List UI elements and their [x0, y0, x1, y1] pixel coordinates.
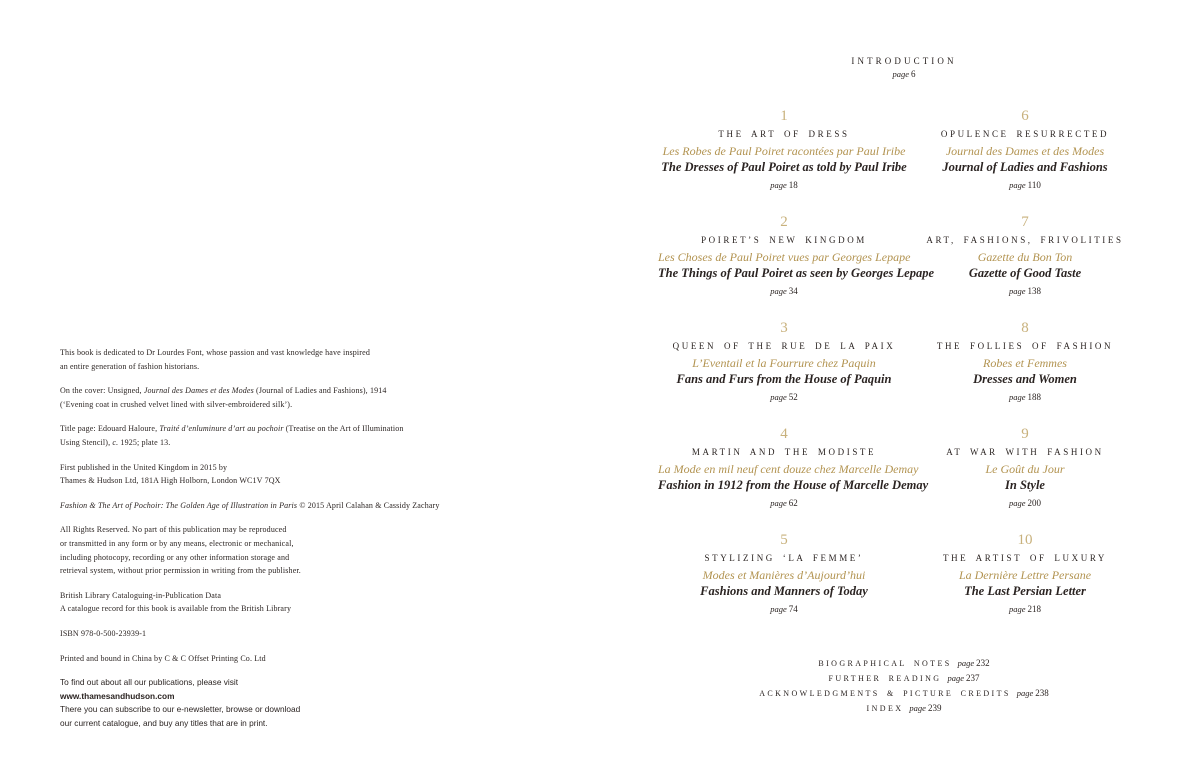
chapter-title-english: The Last Persian Letter	[964, 584, 1086, 598]
toc-chapter-entry	[900, 426, 1150, 532]
chapter-page	[658, 392, 910, 402]
back-matter-label: BIOGRAPHICAL NOTES	[818, 659, 952, 668]
text-segment: (‘Evening coat in crushed velvet lined with silver-embroidered silk’).	[60, 399, 293, 409]
chapter-title-english: Fashions and Manners of Today	[700, 584, 868, 598]
page-number: 200	[1027, 498, 1042, 508]
chapter-page	[658, 498, 910, 508]
text-segment: or transmitted in any form or by any means, electronic or mechanical,	[60, 538, 294, 548]
colophon-paragraph	[60, 346, 440, 373]
back-matter-item	[658, 688, 1150, 699]
chapter-title-english: Journal of Ladies and Fashions	[942, 160, 1108, 174]
text-segment: Using Stencil),	[60, 437, 113, 447]
page-word: page	[947, 673, 964, 683]
chapter-title-english: Dresses and Women	[973, 372, 1077, 386]
toc-chapter-entry	[900, 532, 1150, 638]
page-word: page	[770, 180, 787, 190]
colophon-line	[60, 652, 440, 666]
chapter-title-english: Fashion in 1912 from the House of Marcelle Demay	[658, 478, 929, 492]
page-number: 18	[788, 180, 798, 190]
colophon-line	[60, 717, 440, 731]
page-word: page	[770, 604, 787, 614]
page-word: page	[770, 392, 787, 402]
chapter-page	[658, 286, 910, 296]
chapter-title-french: L’Eventail et la Fourrure chez Paquin	[692, 356, 876, 370]
back-matter-label: ACKNOWLEDGMENTS & PICTURE CREDITS	[759, 689, 1011, 698]
colophon-line	[60, 627, 440, 641]
chapter-title-french: Gazette du Bon Ton	[977, 250, 1073, 264]
chapter-title-english: The Dresses of Paul Poiret as told by Paul Iribe	[661, 160, 907, 174]
colophon-line	[60, 499, 440, 513]
introduction-page	[658, 69, 1150, 79]
chapter-title-english: In Style	[1005, 478, 1045, 492]
chapter-title-english: Fans and Furs from the House of Paquin	[676, 372, 892, 386]
page-number: 232	[976, 658, 990, 668]
page-word: page	[892, 69, 910, 79]
colophon-line	[60, 474, 440, 488]
colophon-paragraph	[60, 422, 440, 449]
chapter-page	[900, 286, 1150, 296]
chapter-page	[900, 498, 1150, 508]
text-segment: retrieval system, without prior permission in writing from the publisher.	[60, 566, 301, 576]
text-segment: To find out about all our publications, please visit	[60, 677, 239, 688]
colophon-line	[60, 537, 440, 551]
page-word: page	[1008, 392, 1026, 402]
text-segment: A catalogue record for this book is available from the British Library	[60, 604, 292, 614]
colophon-paragraph	[60, 499, 440, 513]
chapter-title-english: The Things of Paul Poiret as seen by Georges Lepape	[658, 266, 935, 280]
toc-chapter-entry	[900, 108, 1150, 214]
table-of-contents	[658, 0, 1150, 780]
chapter-title: AT WAR WITH FASHION	[946, 447, 1104, 457]
colophon-line	[60, 690, 440, 704]
chapter-title: POIRET’S NEW KINGDOM	[701, 235, 867, 245]
chapter-number: 1	[780, 108, 788, 124]
introduction-label: INTRODUCTION	[851, 56, 957, 66]
chapter-title-french: Robes et Femmes	[983, 356, 1067, 370]
colophon-paragraph	[60, 676, 440, 730]
text-segment: First published in the United Kingdom in 2015 by	[60, 462, 228, 472]
text-segment: (Journal of Ladies and Fashions), 1914	[253, 386, 387, 396]
colophon-paragraph	[60, 384, 440, 411]
text-segment: www.thamesandhudson.com	[60, 690, 175, 701]
colophon-paragraph	[60, 461, 440, 488]
colophon-line	[60, 461, 440, 475]
page-number: 239	[927, 703, 942, 713]
page-word: page	[770, 286, 787, 296]
page-number: 238	[1035, 688, 1049, 698]
colophon-paragraph	[60, 589, 440, 616]
chapter-title-french: Modes et Manières d’Aujourd’hui	[702, 568, 866, 582]
colophon-line	[60, 676, 440, 690]
colophon-line	[60, 564, 440, 578]
page-number: 188	[1027, 392, 1042, 402]
chapter-number: 7	[1021, 214, 1029, 230]
text-segment: © 2015 April Calahan & Cassidy Zachary	[297, 500, 440, 510]
colophon-paragraph	[60, 627, 440, 641]
chapter-number: 5	[780, 532, 788, 548]
chapter-number: 6	[1021, 108, 1029, 124]
page-number: 237	[966, 673, 980, 683]
chapter-number: 10	[1017, 532, 1033, 548]
chapter-number: 8	[1021, 320, 1029, 336]
chapter-title-french: La Dernière Lettre Persane	[958, 568, 1092, 582]
back-matter-item	[658, 673, 1150, 684]
chapter-page	[900, 604, 1150, 614]
page-number: 218	[1027, 604, 1042, 614]
text-segment: This book is dedicated to Dr Lourdes Font, whose passion and vast knowledge have inspired	[60, 348, 370, 357]
toc-chapter-entry	[658, 532, 910, 638]
colophon	[60, 346, 440, 741]
chapter-title-french: Journal des Dames et des Modes	[945, 144, 1105, 158]
page-word: page	[1009, 180, 1026, 190]
toc-chapter-entry	[658, 320, 910, 426]
colophon-line	[60, 589, 440, 603]
chapter-title: THE ART OF DRESS	[718, 129, 850, 139]
text-segment: On the cover: Unsigned,	[60, 386, 144, 396]
colophon-paragraph	[60, 652, 440, 666]
page-number: 6	[911, 69, 916, 79]
page-word: page	[957, 658, 975, 668]
chapter-number: 3	[780, 320, 788, 336]
chapter-title: OPULENCE RESURRECTED	[940, 129, 1110, 139]
toc-column-left	[658, 108, 935, 638]
page-number: 34	[788, 286, 798, 296]
chapter-title-english: Gazette of Good Taste	[968, 266, 1082, 280]
toc-chapter-entry	[900, 320, 1150, 426]
text-segment: Thames & Hudson Ltd, 181A High Holborn, London WC1V 7QX	[60, 476, 281, 486]
text-segment: ISBN 978-0-500-23939-1	[60, 628, 147, 638]
toc-chapter-entry	[658, 108, 910, 214]
text-segment: (Treatise on the Art of Illumination	[283, 424, 404, 434]
colophon-line	[60, 346, 440, 360]
toc-column-right	[900, 108, 1150, 638]
chapter-title: THE FOLLIES OF FASHION	[936, 341, 1114, 351]
text-segment: Printed and bound in China by C & C Offset Printing Co. Ltd	[60, 653, 266, 663]
chapter-title-french: Les Robes de Paul Poiret racontées par Paul Iribe	[662, 144, 906, 158]
colophon-line	[60, 360, 440, 374]
chapter-number: 2	[780, 214, 788, 230]
toc-chapter-entry	[658, 426, 929, 532]
text-segment: our current catalogue, and buy any titles that are in print.	[60, 717, 268, 728]
page-number: 52	[788, 392, 798, 402]
page-number: 138	[1027, 286, 1042, 296]
colophon-line	[60, 523, 440, 537]
page-number: 62	[788, 498, 798, 508]
back-matter-item	[658, 703, 1150, 714]
toc-introduction-entry	[658, 56, 1150, 79]
toc-chapter-entry	[658, 214, 935, 320]
colophon-line	[60, 703, 440, 717]
colophon-line	[60, 398, 440, 412]
chapter-title: MARTIN AND THE MODISTE	[691, 447, 877, 457]
page-word: page	[1008, 498, 1026, 508]
colophon-line	[60, 384, 440, 398]
chapter-page	[900, 392, 1150, 402]
text-segment: All Rights Reserved. No part of this publication may be reproduced	[60, 525, 287, 535]
page-number: 74	[788, 604, 798, 614]
chapter-number: 9	[1021, 426, 1029, 442]
page-word: page	[1016, 688, 1034, 698]
colophon-line	[60, 602, 440, 616]
chapter-title-french: Le Goût du Jour	[985, 462, 1065, 476]
chapter-title: THE ARTIST OF LUXURY	[942, 553, 1108, 563]
chapter-title: QUEEN OF THE RUE DE LA PAIX	[672, 341, 896, 351]
colophon-line	[60, 422, 440, 436]
colophon-line	[60, 436, 440, 450]
toc-chapter-entry	[900, 214, 1150, 320]
chapter-title-french: La Mode en mil neuf cent douze chez Marcelle Demay	[658, 462, 919, 476]
back-matter-label: INDEX	[866, 704, 904, 713]
page-number: 110	[1027, 180, 1041, 190]
chapter-number: 4	[780, 426, 788, 442]
back-matter-list	[658, 658, 1150, 718]
page-word: page	[770, 498, 787, 508]
page-word: page	[909, 703, 926, 713]
chapter-title: ART, FASHIONS, FRIVOLITIES	[926, 235, 1124, 245]
text-segment: an entire generation of fashion historians.	[60, 361, 200, 371]
back-matter-item	[658, 658, 1150, 669]
text-segment: Title page: Edouard Haloure,	[60, 424, 160, 434]
colophon-paragraph	[60, 523, 440, 577]
text-segment: 1925; plate 13.	[118, 437, 171, 447]
text-segment: including photocopy, recording or any other information storage and	[60, 552, 290, 562]
text-segment: c.	[112, 437, 119, 447]
back-matter-label: FURTHER READING	[828, 674, 942, 683]
text-segment: Traité d’enluminure d’art au pochoir	[159, 424, 284, 434]
page-word: page	[1008, 604, 1026, 614]
colophon-line	[60, 551, 440, 565]
chapter-title: STYLIZING ‘LA FEMME’	[704, 553, 864, 563]
text-segment: Journal des Dames et des Modes	[143, 386, 254, 396]
chapter-page	[658, 604, 910, 614]
chapter-page	[658, 180, 910, 190]
text-segment: There you can subscribe to our e-newsletter, browse or download	[60, 704, 301, 715]
chapter-page	[900, 180, 1150, 190]
text-segment: Fashion & The Art of Pochoir: The Golden Age of Illustration in Paris	[60, 500, 298, 510]
text-segment: British Library Cataloguing-in-Publication Data	[60, 590, 222, 600]
page-word: page	[1008, 286, 1026, 296]
chapter-title-french: Les Choses de Paul Poiret vues par Georges Lepape	[658, 250, 911, 264]
